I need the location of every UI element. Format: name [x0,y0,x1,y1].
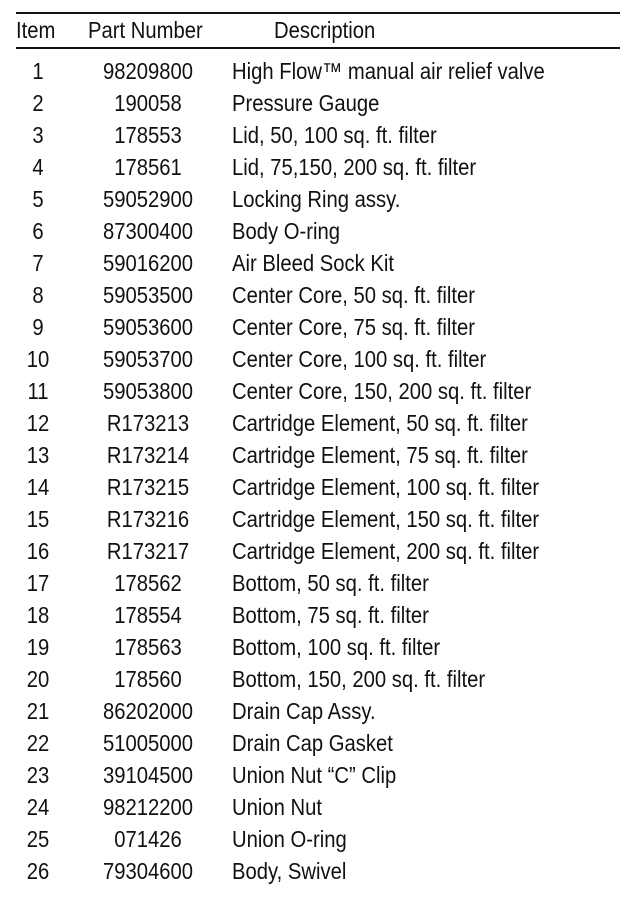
part-description: Union O-ring [232,826,347,852]
item-number: 24 [26,794,50,820]
part-description: Air Bleed Sock Kit [232,250,395,276]
part-description: Lid, 75,150, 200 sq. ft. filter [232,154,477,180]
item-number: 22 [26,730,50,756]
part-description: Drain Cap Assy. [232,698,376,724]
item-number: 15 [26,506,50,532]
item-number: 4 [32,154,44,180]
table-row [0,791,624,823]
item-number: 21 [26,698,50,724]
part-description: Bottom, 150, 200 sq. ft. filter [232,666,486,692]
item-number: 7 [32,250,44,276]
part-description: Cartridge Element, 100 sq. ft. filter [232,474,540,500]
table-row [0,151,624,183]
part-number: 59053500 [102,282,194,308]
part-number: 178561 [114,154,182,180]
table-header [0,14,624,46]
header-item: Item [16,17,56,43]
item-number: 17 [26,570,50,596]
table-row [0,311,624,343]
part-description: Cartridge Element, 50 sq. ft. filter [232,410,528,436]
header-part-number: Part Number [88,17,203,43]
item-number: 11 [27,378,49,404]
item-number: 6 [32,218,44,244]
item-number: 23 [26,762,50,788]
table-row [0,855,624,887]
table-row [0,759,624,791]
table-row [0,823,624,855]
part-number: 59016200 [102,250,194,276]
item-number: 5 [32,186,44,212]
table-row [0,439,624,471]
part-description: High Flow™ manual air relief valve [232,58,545,84]
part-number: R173214 [106,442,190,468]
part-description: Cartridge Element, 200 sq. ft. filter [232,538,540,564]
table-row [0,567,624,599]
part-number: 39104500 [102,762,194,788]
part-number: 190058 [114,90,182,116]
item-number: 25 [26,826,50,852]
item-number: 20 [26,666,50,692]
item-number: 12 [26,410,50,436]
header-bottom-rule [16,47,620,49]
table-row [0,119,624,151]
table-row [0,279,624,311]
part-number: R173213 [106,410,190,436]
table-row [0,55,624,87]
table-row [0,535,624,567]
part-number: 178563 [114,634,182,660]
part-description: Union Nut [232,794,323,820]
part-number: 79304600 [102,858,194,884]
table-row [0,503,624,535]
part-description: Body, Swivel [232,858,347,884]
part-description: Center Core, 150, 200 sq. ft. filter [232,378,532,404]
table-row [0,343,624,375]
part-number: 59053600 [102,314,194,340]
part-number: 178554 [114,602,182,628]
table-row [0,183,624,215]
item-number: 3 [32,122,44,148]
item-number: 16 [26,538,50,564]
item-number: 2 [32,90,44,116]
part-number: 87300400 [102,218,194,244]
part-description: Bottom, 75 sq. ft. filter [232,602,429,628]
table-row [0,695,624,727]
header-description: Description [274,17,376,43]
part-number: 178560 [114,666,182,692]
table-row [0,471,624,503]
part-description: Drain Cap Gasket [232,730,393,756]
table-row [0,87,624,119]
part-description: Cartridge Element, 150 sq. ft. filter [232,506,540,532]
part-number: 98209800 [102,58,194,84]
part-number: 98212200 [102,794,194,820]
part-description: Pressure Gauge [232,90,380,116]
part-description: Center Core, 75 sq. ft. filter [232,314,475,340]
item-number: 19 [26,634,50,660]
item-number: 14 [26,474,50,500]
part-number: 86202000 [102,698,194,724]
part-number: 178562 [114,570,182,596]
part-number: 071426 [114,826,182,852]
item-number: 10 [26,346,50,372]
part-description: Cartridge Element, 75 sq. ft. filter [232,442,528,468]
table-row [0,727,624,759]
part-description: Locking Ring assy. [232,186,401,212]
part-description: Body O-ring [232,218,340,244]
item-number: 9 [32,314,44,340]
table-row [0,631,624,663]
part-description: Bottom, 50 sq. ft. filter [232,570,429,596]
part-description: Lid, 50, 100 sq. ft. filter [232,122,437,148]
item-number: 1 [32,58,44,84]
part-description: Bottom, 100 sq. ft. filter [232,634,441,660]
table-row [0,599,624,631]
part-number: 59053700 [102,346,194,372]
part-number: 51005000 [102,730,194,756]
item-number: 8 [32,282,44,308]
item-number: 26 [26,858,50,884]
part-number: R173216 [106,506,190,532]
table-row [0,375,624,407]
part-description: Union Nut “C” Clip [232,762,397,788]
part-number: 59053800 [102,378,194,404]
item-number: 18 [26,602,50,628]
table-row [0,215,624,247]
table-row [0,663,624,695]
part-description: Center Core, 50 sq. ft. filter [232,282,475,308]
part-description: Center Core, 100 sq. ft. filter [232,346,487,372]
table-row [0,407,624,439]
part-number: R173215 [106,474,190,500]
part-number: 59052900 [102,186,194,212]
part-number: R173217 [106,538,190,564]
item-number: 13 [26,442,50,468]
table-row [0,247,624,279]
part-number: 178553 [114,122,182,148]
